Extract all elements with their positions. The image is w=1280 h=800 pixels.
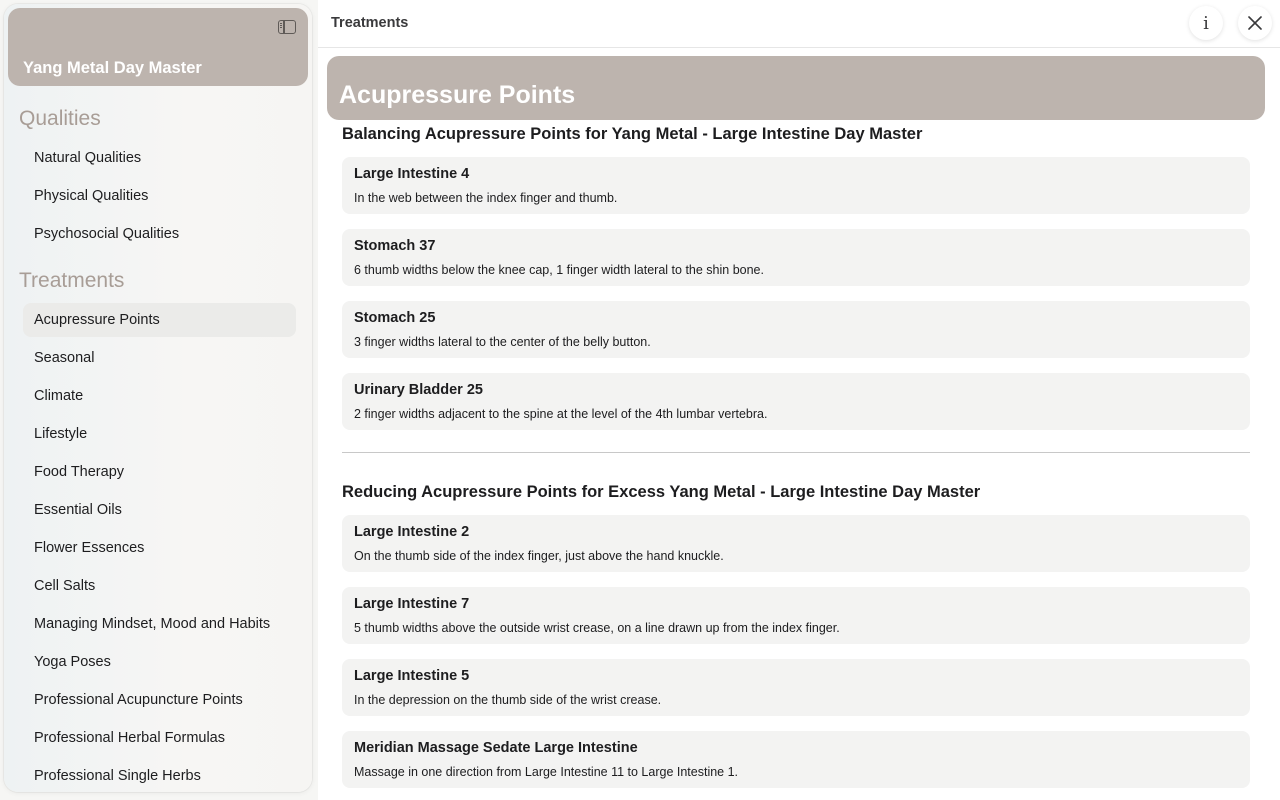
topbar-divider [318,47,1280,48]
sidebar-item-yoga-poses[interactable]: Yoga Poses [34,654,111,670]
sidebar-item-natural-qualities[interactable]: Natural Qualities [34,150,142,166]
list-item[interactable] [342,157,1250,214]
section-heading-qualities: Qualities [19,107,101,130]
section-divider [342,452,1250,453]
sidebar-toggle-icon[interactable] [278,20,296,34]
sidebar-item-professional-single-herbs[interactable]: Professional Single Herbs [34,768,201,784]
list-item[interactable] [342,373,1250,430]
info-button[interactable] [1189,6,1223,40]
sidebar-item-seasonal[interactable]: Seasonal [34,350,95,366]
group-heading-reducing: Reducing Acupressure Points for Excess Yang Metal - Large Intestine Day Master [342,483,981,501]
card-description: On the thumb side of the index finger, just above the hand knuckle. [354,549,724,563]
card-description: 2 finger widths adjacent to the spine at the level of the 4th lumbar vertebra. [354,407,768,421]
sidebar-item-physical-qualities[interactable]: Physical Qualities [34,188,149,204]
card-title: Large Intestine 4 [354,166,470,182]
card-description: 5 thumb widths above the outside wrist crease, on a line drawn up from the index finger. [354,621,840,635]
close-icon [1248,16,1262,30]
list-item[interactable] [342,659,1250,716]
sidebar-item-professional-acupuncture-points[interactable]: Professional Acupuncture Points [34,692,243,708]
banner-title: Acupressure Points [339,81,576,109]
close-button[interactable] [1238,6,1272,40]
page-title: Treatments [331,15,409,31]
list-item[interactable] [342,301,1250,358]
info-icon: i [1203,12,1209,34]
sidebar-item-cell-salts[interactable]: Cell Salts [34,578,96,594]
card-title: Meridian Massage Sedate Large Intestine [354,740,638,756]
card-title: Large Intestine 5 [354,668,470,684]
card-description: 3 finger widths lateral to the center of the belly button. [354,335,651,349]
group-heading-balancing: Balancing Acupressure Points for Yang Metal - Large Intestine Day Master [342,125,923,143]
sidebar-item-essential-oils[interactable]: Essential Oils [34,502,122,518]
sidebar [0,0,318,800]
sidebar-panel [4,4,312,792]
card-description: In the depression on the thumb side of the wrist crease. [354,693,662,707]
card-description: Massage in one direction from Large Intestine 11 to Large Intestine 1. [354,765,739,779]
sidebar-item-climate[interactable]: Climate [34,388,84,404]
sidebar-item-flower-essences[interactable]: Flower Essences [34,540,145,556]
sidebar-item-psychosocial-qualities[interactable]: Psychosocial Qualities [34,226,180,242]
sidebar-header [8,8,308,86]
section-heading-treatments: Treatments [19,269,125,292]
list-item[interactable] [342,515,1250,572]
card-title: Large Intestine 7 [354,596,470,612]
card-title: Stomach 37 [354,238,436,254]
card-title: Large Intestine 2 [354,524,470,540]
card-description: 6 thumb widths below the knee cap, 1 finger width lateral to the shin bone. [354,263,764,277]
sidebar-item-lifestyle[interactable]: Lifestyle [34,426,88,442]
list-item[interactable] [342,229,1250,286]
card-title: Urinary Bladder 25 [354,382,483,398]
card-description: In the web between the index finger and thumb. [354,191,618,205]
list-item[interactable] [342,731,1250,788]
sidebar-item-acupressure-points[interactable]: Acupressure Points [23,303,296,337]
sidebar-item-managing-mindset[interactable]: Managing Mindset, Mood and Habits [34,616,271,632]
list-item[interactable] [342,587,1250,644]
content-banner [327,56,1265,120]
sidebar-item-food-therapy[interactable]: Food Therapy [34,464,125,480]
sidebar-title: Yang Metal Day Master [23,59,202,77]
card-title: Stomach 25 [354,310,436,326]
sidebar-item-professional-herbal-formulas[interactable]: Professional Herbal Formulas [34,730,225,746]
